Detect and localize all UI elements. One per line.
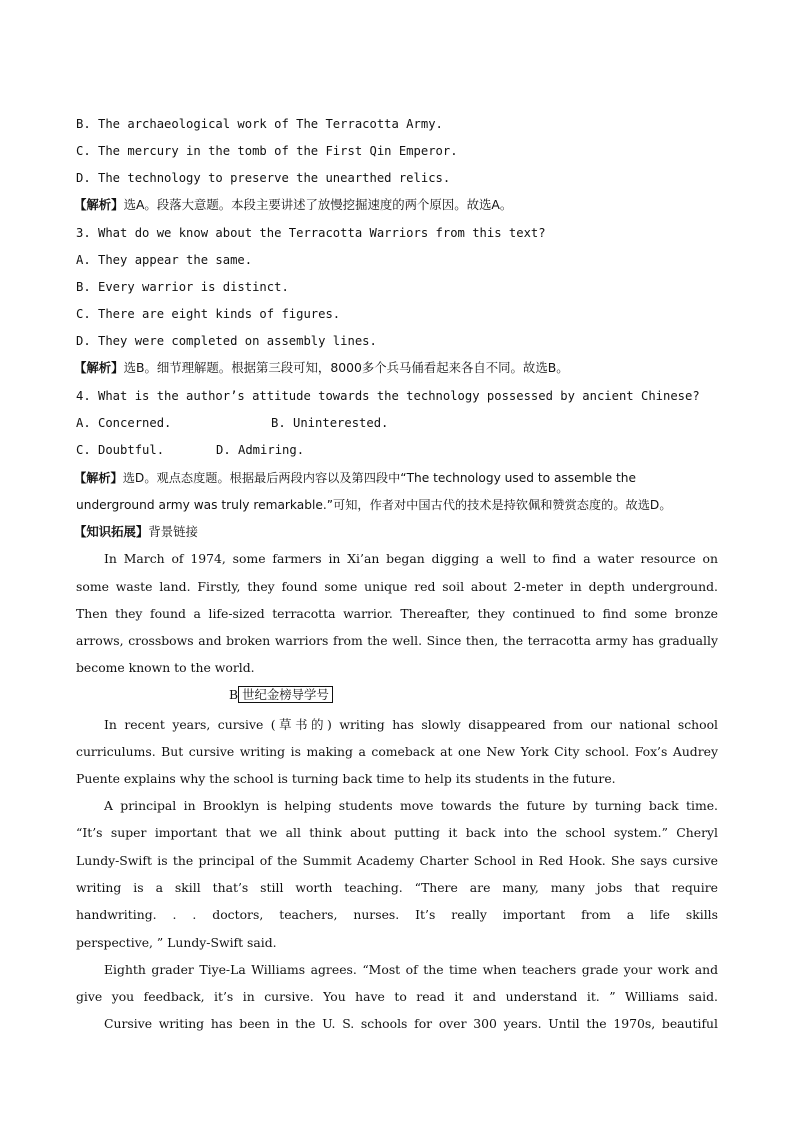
passage-b-p2-line-2: “It’s super important that we all think about putting it back into the school system.” Cheryl — [76, 825, 718, 840]
q4-option-c: C. Doubtful. — [76, 443, 165, 457]
extension-line-4: arrows, crossbows and broken warriors from the well. Since then, the terracotta army has gradually — [76, 633, 718, 648]
q3-option-b: B. Every warrior is distinct. — [76, 280, 289, 294]
analysis-text: 选B。细节理解题。根据第三段可知，8000多个兵马俑看起来各自不同。故选B。 — [123, 360, 569, 375]
passage-b-p1-line-3: Puente explains why the school is turning back time to help its students in the future. — [76, 771, 616, 786]
passage-b-p3-line-2: give you feedback, it’s in cursive. You have to read it and understand it. ” Williams said. — [76, 989, 718, 1004]
extension-title: 背景链接 — [148, 524, 198, 539]
passage-b-p4-line-1: Cursive writing has been in the U. S. schools for over 300 years. Until the 1970s, beautiful — [104, 1016, 718, 1031]
passage-b-p2-line-1: A principal in Brooklyn is helping students move towards the future by turning back time. — [104, 798, 718, 813]
q3-analysis — [74, 360, 716, 376]
extension-tag: 【知识拓展】 — [74, 524, 149, 539]
q2-analysis — [74, 197, 716, 213]
q4-analysis-line2: underground army was truly remarkable.”可知，作者对中国古代的技术是持钦佩和赞赏态度的。故选D。 — [76, 498, 672, 512]
passage-b-p1-line-1: In recent years, cursive (草书的) writing has slowly disappeared from our national school — [104, 717, 718, 732]
passage-b-p2-line-6: perspective, ” Lundy-Swift said. — [76, 935, 277, 950]
extension-heading — [74, 524, 716, 540]
q3-option-d: D. They were completed on assembly lines. — [76, 334, 377, 348]
passage-b-p3-line-1: Eighth grader Tiye-La Williams agrees. “Most of the time when teachers grade your work and — [104, 962, 718, 977]
extension-line-5: become known to the world. — [76, 660, 255, 675]
section-b-heading — [229, 687, 333, 703]
passage-b-p2-line-3: Lundy-Swift is the principal of the Summit Academy Charter School in Red Hook. She says cursive — [76, 853, 718, 868]
analysis-tag: 【解析】 — [74, 197, 124, 212]
q2-option-b: B. The archaeological work of The Terracotta Army. — [76, 117, 443, 131]
q4-option-a: A. Concerned. — [76, 416, 172, 430]
section-letter: B — [229, 687, 239, 702]
passage-b-p1-line-2: curriculums. But cursive writing is making a comeback at one New York City school. Fox’s Audrey — [76, 744, 718, 759]
section-boxed-label: 世纪金榜导学号 — [238, 686, 333, 703]
analysis-text: 选A。段落大意题。本段主要讲述了放慢挖掘速度的两个原因。故选A。 — [123, 197, 513, 212]
q4-option-d: D. Admiring. — [216, 443, 305, 457]
q2-option-c: C. The mercury in the tomb of the First Qin Emperor. — [76, 144, 458, 158]
q3-option-c: C. There are eight kinds of figures. — [76, 307, 341, 321]
q4-options-cd — [76, 442, 718, 458]
q4-option-b: B. Uninterested. — [271, 416, 389, 430]
q2-option-d: D. The technology to preserve the unearthed relics. — [76, 171, 451, 185]
q4-analysis-line1 — [74, 470, 718, 486]
q3-question: 3. What do we know about the Terracotta Warriors from this text? — [76, 226, 546, 240]
analysis-text: 选D。观点态度题。根据最后两段内容以及第四段中“The technology used to assemble the — [122, 471, 636, 485]
extension-line-2: some waste land. Firstly, they found some unique red soil about 2-meter in depth underground. — [76, 579, 718, 594]
q3-option-a: A. They appear the same. — [76, 253, 253, 267]
analysis-tag: 【解析】 — [74, 471, 123, 485]
passage-b-p2-line-5: handwriting. . . doctors, teachers, nurses. It’s really important from a life skills — [76, 907, 718, 922]
analysis-tag: 【解析】 — [74, 360, 124, 375]
extension-line-3: Then they found a life-sized terracotta warrior. Thereafter, they continued to find some bronze — [76, 606, 718, 621]
q4-options-ab — [76, 415, 718, 431]
extension-line-1: In March of 1974, some farmers in Xi’an began digging a well to find a water resource on — [104, 551, 718, 566]
q4-question: 4. What is the author’s attitude towards the technology possessed by ancient Chinese? — [76, 389, 700, 403]
passage-b-p2-line-4: writing is a skill that’s still worth teaching. “There are many, many jobs that require — [76, 880, 718, 895]
